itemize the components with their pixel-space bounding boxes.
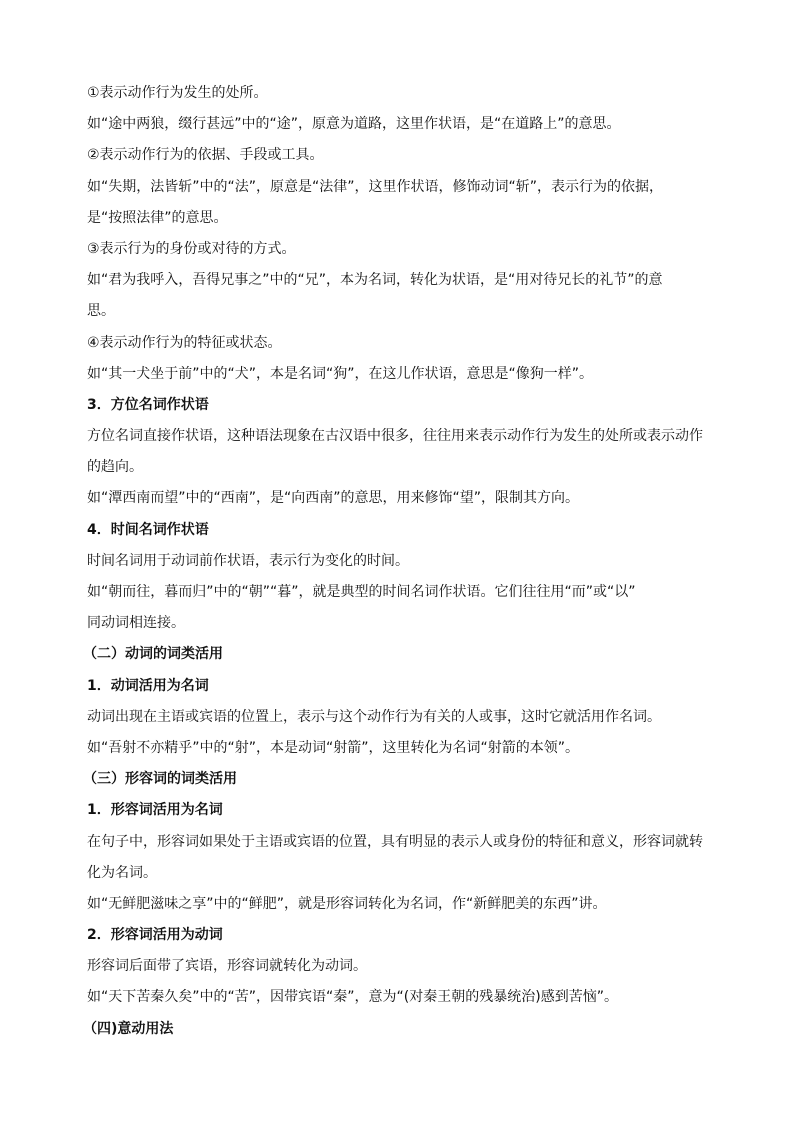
text-line: ②表示动作行为的依据、手段或工具。	[87, 147, 324, 164]
text-line: 时间名词用于动词前作状语，表示行为变化的时间。	[87, 552, 409, 569]
section-heading: （二）动词的词类活用	[83, 646, 223, 663]
text-line: 如“失期，法皆斩”中的“法”，原意是“法律”，这里作状语，修饰动词“斩”，表示行为的依据，	[87, 178, 664, 195]
section-heading: （四)意动用法	[83, 1020, 174, 1037]
text-line: 如“天下苦秦久矣”中的“苦”，因带宾语“秦”，意为“(对秦王朝的残暴统治)感到苦恼”。	[87, 989, 618, 1006]
text-line: 如“潭西南而望”中的“西南”，是“向西南”的意思，用来修饰“望”，限制其方向。	[87, 490, 580, 507]
text-line: 化为名词。	[87, 864, 157, 881]
text-line: ③表示行为的身份或对待的方式。	[87, 240, 296, 257]
text-line: 在句子中，形容词如果处于主语或宾语的位置，具有明显的表示人或身份的特征和意义，形容词就转	[87, 833, 703, 850]
text-line: 如“吾射不亦精乎”中的“射”，本是动词“射箭”，这里转化为名词“射箭的本领”。	[87, 739, 580, 756]
text-line: ④表示动作行为的特征或状态。	[87, 334, 282, 351]
text-line: 动词出现在主语或宾语的位置上，表示与这个动作行为有关的人或事，这时它就活用作名词。	[87, 708, 661, 725]
text-line: 如“朝而往，暮而归”中的“朝”“暮”，就是典型的时间名词作状语。它们往往用“而”或“以”	[87, 584, 636, 600]
text-line: 方位名词直接作状语，这种语法现象在古汉语中很多，往往用来表示动作行为发生的处所或表示动作	[87, 428, 703, 445]
section-heading: 1．形容词活用为名词	[87, 802, 223, 819]
section-heading: 1．动词活用为名词	[87, 677, 209, 694]
document-body	[83, 78, 717, 1045]
text-line: 是“按照法律”的意思。	[87, 209, 228, 226]
section-heading: 4．时间名词作状语	[87, 521, 209, 538]
text-line: 如“其一犬坐于前”中的“犬”，本是名词“狗”，在这儿作状语，意思是“像狗一样”。	[87, 365, 594, 382]
section-heading: 2．形容词活用为动词	[87, 927, 223, 944]
text-line: 的趋向。	[87, 459, 143, 476]
text-line: 同动词相连接。	[87, 615, 185, 632]
text-line: ①表示动作行为发生的处所。	[87, 85, 268, 101]
text-line: 形容词后面带了宾语，形容词就转化为动词。	[87, 958, 367, 975]
text-line: 如“无鲜肥滋味之享”中的“鲜肥”，就是形容词转化为名词，作“新鲜肥美的东西”讲。	[87, 895, 607, 912]
section-heading: （三）形容词的词类活用	[83, 771, 237, 788]
section-heading: 3．方位名词作状语	[87, 396, 209, 413]
text-line: 如“君为我呼入，吾得兄事之”中的“兄”，本为名词，转化为状语，是“用对待兄长的礼节”的意	[87, 272, 663, 289]
text-line: 思。	[87, 303, 115, 320]
text-line: 如“途中两狼，缀行甚远”中的“途”，原意为道路，这里作状语，是“在道路上”的意思。	[87, 116, 621, 133]
